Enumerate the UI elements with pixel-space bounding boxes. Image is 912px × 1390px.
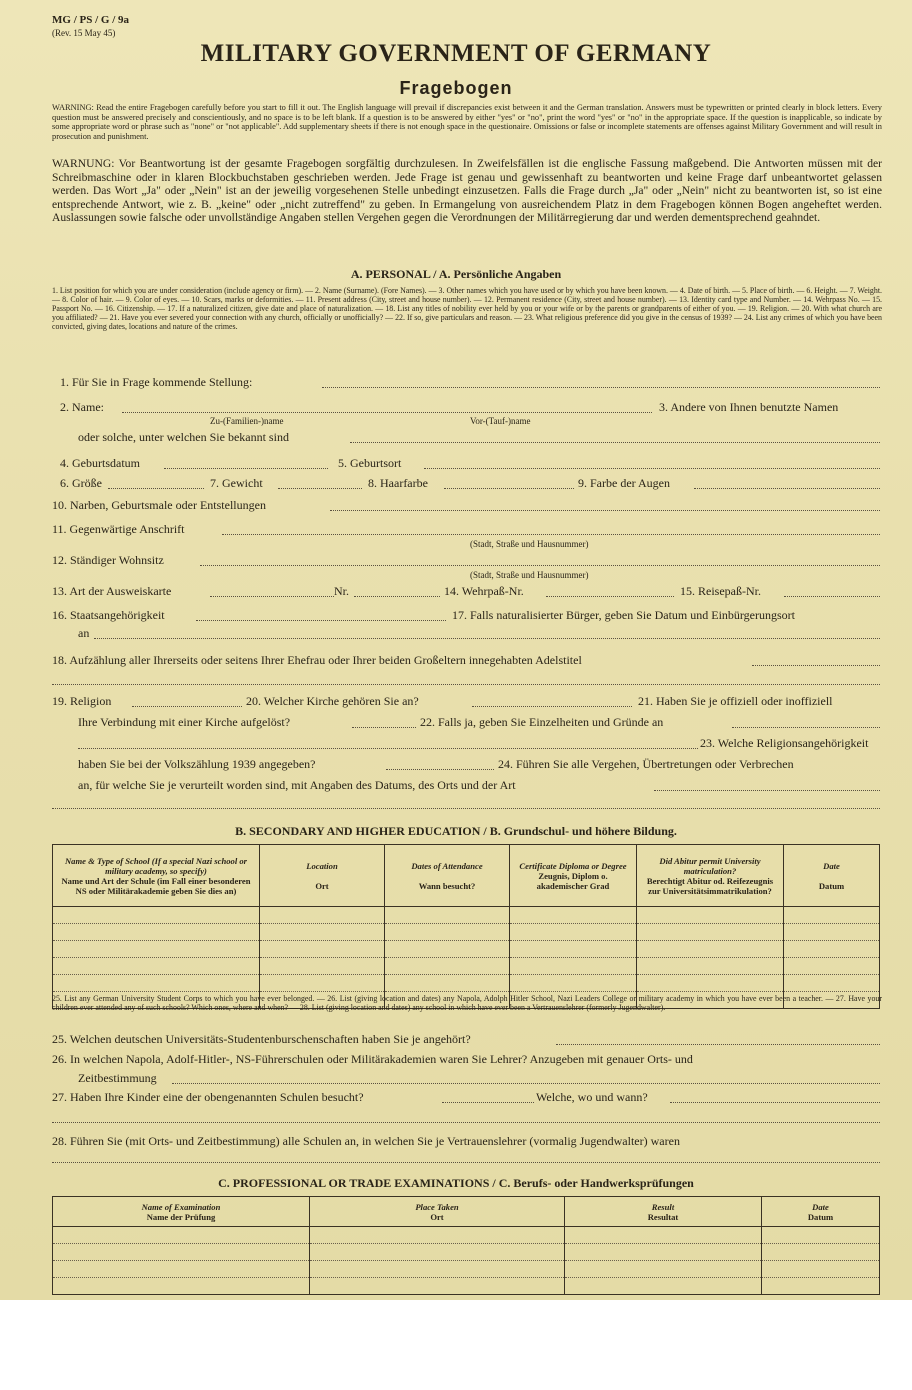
q1-field[interactable] — [322, 387, 880, 388]
table-row[interactable] — [53, 1227, 880, 1244]
q13-label: 13. Art der Ausweiskarte — [52, 584, 172, 598]
q23-field[interactable] — [386, 769, 494, 770]
q17-field[interactable] — [94, 638, 880, 639]
q2-forename-label: Vor-(Tauf-)name — [470, 416, 531, 426]
q4-label: 4. Geburtsdatum — [60, 456, 140, 470]
exam-col-result: Result Resultat — [565, 1197, 762, 1227]
edu-col-dates: Dates of Attendance Wann besucht? — [385, 845, 510, 907]
q19-label: 19. Religion — [52, 694, 112, 708]
q8-label: 8. Haarfarbe — [368, 476, 428, 490]
q3-field[interactable] — [350, 442, 880, 443]
exam-col-date: Date Datum — [762, 1197, 880, 1227]
q24-label: 24. Führen Sie alle Vergehen, Übertretungen oder Verbrechen — [498, 757, 794, 771]
q24-field-line-2[interactable] — [52, 808, 880, 809]
exam-col-place: Place Taken Ort — [310, 1197, 565, 1227]
q27b-label: Welche, wo und wann? — [536, 1090, 648, 1104]
q13-type-field[interactable] — [210, 596, 334, 597]
q18-label: 18. Aufzählung aller Ihrerseits oder seitens Ihrer Ehefrau oder Ihrer beiden Großeltern innegehabten Adelstitel — [52, 653, 582, 667]
edu-col-school: Name & Type of School (If a special Nazi school or military academy, so specify) Name und Art der Schule (im Fall einer besonderen NS oder Militärakademie geben Sie dies an) — [53, 845, 260, 907]
q22-field-line-2[interactable] — [78, 748, 698, 749]
edu-col-date: Date Datum — [784, 845, 880, 907]
q16-field[interactable] — [196, 620, 446, 621]
q25-label: 25. Welchen deutschen Universitäts-Studentenburschenschaften haben Sie je angehört? — [52, 1032, 471, 1046]
q8-field[interactable] — [444, 488, 574, 489]
edu-col-abitur: Did Abitur permit University matriculation? Berechtigt Abitur od. Reifezeugnis zur Universitätsimmatrikulation? — [637, 845, 784, 907]
table-row[interactable] — [53, 941, 880, 958]
table-row[interactable] — [53, 975, 880, 992]
q13-number-field[interactable] — [354, 596, 440, 597]
q10-field[interactable] — [330, 510, 880, 511]
table-row[interactable] — [53, 924, 880, 941]
q1-label: 1. Für Sie in Frage kommende Stellung: — [60, 375, 253, 389]
education-table — [52, 844, 880, 1009]
table-row[interactable] — [53, 1261, 880, 1278]
q26-field[interactable] — [172, 1083, 880, 1084]
page-title: MILITARY GOVERNMENT OF GERMANY — [200, 40, 712, 67]
q5-label: 5. Geburtsort — [338, 456, 402, 470]
q21b-label: Ihre Verbindung mit einer Kirche aufgelöst? — [78, 715, 291, 729]
q22-field[interactable] — [732, 727, 880, 728]
q22-label: 22. Falls ja, geben Sie Einzelheiten und Gründe an — [420, 715, 664, 729]
form-revision: (Rev. 15 May 45) — [52, 28, 116, 38]
page-bottom-margin — [0, 1300, 912, 1390]
edu-col-location: Location Ort — [260, 845, 385, 907]
warning-german: WARNUNG: Vor Beantwortung ist der gesamte Fragebogen sorgfältig durchzulesen. In Zweifelsfällen ist die englische Fassung maßgebend. Die Antworten müssen mit der Schreibmaschine oder in klaren Blockbuchstaben geschrieben werden. Jede Frage ist genau und gewissenhaft zu beantworten und keine Frage darf unbeantwortet gelassen werden. Das Wort „Ja" oder „Nein" ist an der jeweilig vorgesehenen Stelle unbedingt einzusetzen. Falls die Frage durch „Ja" oder „Nein" nicht zu beantworten ist, so ist eine entsprechende Antwort, wie z. B. „keine" oder „nicht zutreffend" zu geben. In Ermangelung von ausreichendem Platz in dem Fragebogen können Bogen angeheftet werden. Auslassungen sowie falsche oder unvollständige Angaben stellen Vergehen gegen die Verordnungen der Militärregierung dar und werden dementsprechend geahndet. — [52, 157, 882, 225]
q7-label: 7. Gewicht — [210, 476, 263, 490]
q18-field[interactable] — [752, 665, 880, 666]
q5-field[interactable] — [424, 468, 880, 469]
q2-label: 2. Name: — [60, 400, 104, 414]
q10-label: 10. Narben, Geburtsmale oder Entstellungen — [52, 498, 266, 512]
q2-field[interactable] — [122, 412, 652, 413]
form-id: MG / PS / G / 9a — [52, 14, 129, 26]
q14-field[interactable] — [546, 596, 674, 597]
q11-sublabel: (Stadt, Straße und Hausnummer) — [470, 539, 589, 549]
form-reference — [52, 14, 129, 40]
section-c-heading: C. PROFESSIONAL OR TRADE EXAMINATIONS / C. Berufs- oder Handwerksprüfungen — [218, 1176, 694, 1190]
q23b-label: haben Sie bei der Volkszählung 1939 angegeben? — [78, 757, 316, 771]
section-b-english-items: 25. List any German University Student Corps to which you have ever belonged. — 26. List (giving location and dates) any Napola, Adolph Hitler School, Nazi Leaders College or military academy in which you have ever been a teacher. — 27. Have your children ever attended any of such schools? Which ones, where and when? — 28. List (giving location and dates) any school in which have ever been a Vertrauenslehrer (formerly Jugendwalter). — [52, 994, 882, 1012]
q11-field[interactable] — [222, 534, 880, 535]
q27-field-line-2[interactable] — [52, 1122, 880, 1123]
q26b-label: Zeitbestimmung — [78, 1071, 157, 1085]
table-row[interactable] — [53, 907, 880, 924]
q9-label: 9. Farbe der Augen — [578, 476, 670, 490]
examinations-table — [52, 1196, 880, 1295]
q20-label: 20. Welcher Kirche gehören Sie an? — [246, 694, 419, 708]
q3b-label: oder solche, unter welchen Sie bekannt sind — [78, 430, 289, 444]
q13b-label: Nr. — [334, 584, 349, 598]
q14-label: 14. Wehrpaß-Nr. — [444, 584, 524, 598]
q27b-field[interactable] — [670, 1102, 880, 1103]
q16-label: 16. Staatsangehörigkeit — [52, 608, 165, 622]
warning-english: WARNING: Read the entire Fragebogen carefully before you start to fill it out. The English language will prevail if discrepancies exist between it and the German translation. Answers must be typewritten or printed clearly in block letters. Every question must be answered precisely and conscientiously, and no space is to be left blank. If a question is to be answered by either "yes" or "no", print the word "yes" or "no" in the appropriate space. If the question is inapplicable, so indicate by some appropriate word or phrase such as "none" or "not applicable". Add supplementary sheets if there is not enough space in the questionaire. Omissions or false or incomplete statements are offenses against Military Government and will result in prosecution and punishment. — [52, 103, 882, 141]
q20-field[interactable] — [472, 706, 632, 707]
q15-field[interactable] — [784, 596, 880, 597]
table-row[interactable] — [53, 1244, 880, 1261]
section-a-english-items: 1. List position for which you are under consideration (include agency or firm). — 2. Name (Surname). (Fore Names). — 3. Other names which you have used or by which you have been known. — 4. Date of birth. — 5. Place of birth. — 6. Height. — 7. Weight. — 8. Color of hair. — 9. Color of eyes. — 10. Scars, marks or deformities. — 11. Present address (City, street and house number). — 12. Permanent residence (City, street and house number). — 13. Identity card type and Number. — 14. Wehrpass No. — 15. Passport No. — 16. Citizenship. — 17. If a naturalized citizen, give date and place of naturalization. — 18. List any titles of nobility ever held by you or your wife or by the parents or grandparents of either of you. — 19. Religion. — 20. With what church are you affiliated? — 21. Have you ever severed your connection with any church, officially or unofficially? — 22. If so, give particulars and reason. — 23. What religious preference did you give in the census of 1939? — 24. List any crimes of which you have been convicted, giving dates, locations and nature of the crimes. — [52, 286, 882, 331]
q2-surname-label: Zu-(Familien-)name — [210, 416, 284, 426]
table-row[interactable] — [53, 1278, 880, 1295]
q21-field[interactable] — [352, 727, 416, 728]
q12-sublabel: (Stadt, Straße und Hausnummer) — [470, 570, 589, 580]
q28-field-line-2[interactable] — [52, 1162, 880, 1163]
exam-col-name: Name of Examination Name der Prüfung — [53, 1197, 310, 1227]
q21-label: 21. Haben Sie je offiziell oder inoffiziell — [638, 694, 833, 708]
table-row[interactable] — [53, 958, 880, 975]
q17b-label: an — [78, 626, 90, 640]
section-b-heading: B. SECONDARY AND HIGHER EDUCATION / B. Grundschul- und höhere Bildung. — [235, 824, 677, 838]
q9-field[interactable] — [694, 488, 880, 489]
q17-label: 17. Falls naturalisierter Bürger, geben Sie Datum und Einbürgerungsort — [452, 608, 796, 622]
section-a-heading: A. PERSONAL / A. Persönliche Angaben — [350, 267, 562, 281]
q25-field[interactable] — [556, 1044, 880, 1045]
q6-label: 6. Größe — [60, 476, 102, 490]
q19-field[interactable] — [132, 706, 242, 707]
edu-col-certificate: Certificate Diploma or Degree Zeugnis, Diplom o. akademischer Grad — [510, 845, 637, 907]
q27-field[interactable] — [442, 1102, 534, 1103]
q27-label: 27. Haben Ihre Kinder eine der obengenannten Schulen besucht? — [52, 1090, 364, 1104]
q28-label: 28. Führen Sie (mit Orts- und Zeitbestimmung) alle Schulen an, in welchen Sie je Vertrauenslehrer (vormalig Jugendwalter) waren — [52, 1134, 680, 1148]
q7-field[interactable] — [278, 488, 362, 489]
q23-label: 23. Welche Religionsangehörigkeit — [700, 736, 869, 750]
q12-label: 12. Ständiger Wohnsitz — [52, 553, 164, 567]
q26-label: 26. In welchen Napola, Adolf-Hitler-, NS-Führerschulen oder Militärakademien waren Sie Lehrer? Anzugeben mit genauer Orts- und — [52, 1052, 693, 1066]
q6-field[interactable] — [108, 488, 204, 489]
page-subtitle: Fragebogen — [399, 78, 513, 98]
q4-field[interactable] — [164, 468, 328, 469]
q15-label: 15. Reisepaß-Nr. — [680, 584, 761, 598]
q11-label: 11. Gegenwärtige Anschrift — [52, 522, 185, 536]
q3-label: 3. Andere von Ihnen benutzte Namen — [659, 400, 839, 414]
q12-field[interactable] — [200, 565, 880, 566]
q24b-label: an, für welche Sie je verurteilt worden sind, mit Angaben des Datums, des Orts und der Art — [78, 778, 516, 792]
q24-field[interactable] — [654, 790, 880, 791]
q18-field-line-2[interactable] — [52, 684, 880, 685]
